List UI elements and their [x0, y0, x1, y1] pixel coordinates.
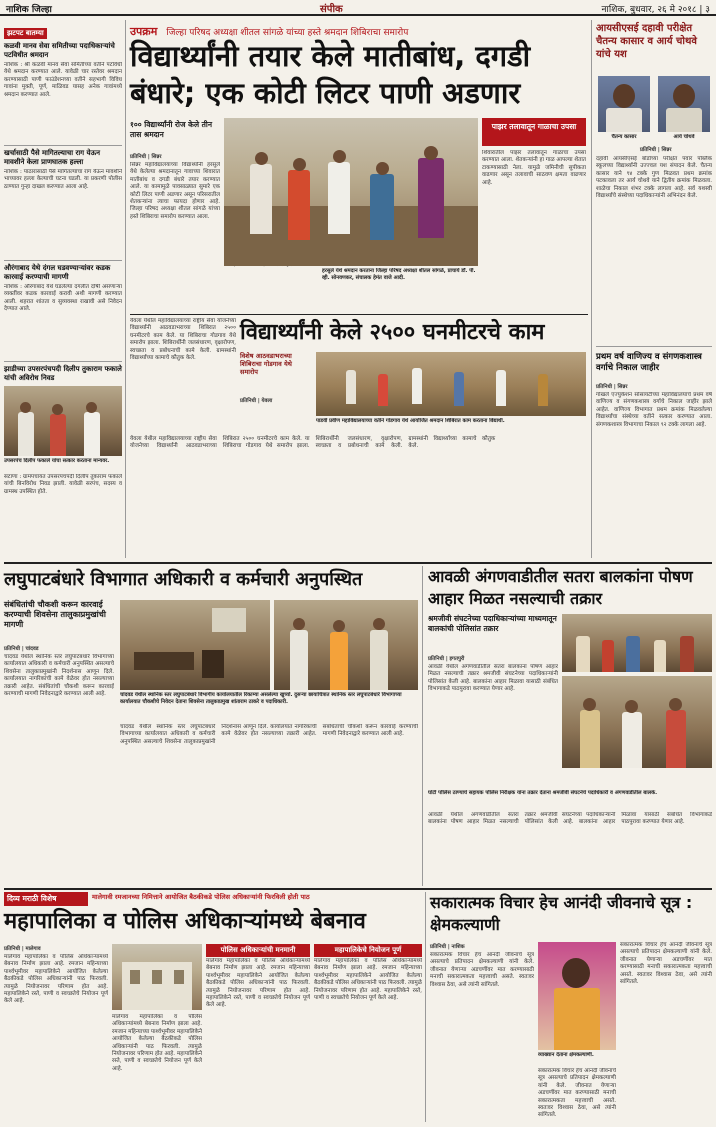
- commerce-headline: प्रथम वर्ष वाणिज्य व संगणकशास्त्र वर्गाचे निकाल जाहीर: [596, 352, 702, 373]
- person-head: [376, 162, 389, 175]
- positive-headline: सकारात्मक विचार हेच आनंदी जीवनाचे सूत्र : क्षेमकल्याणी: [430, 893, 693, 934]
- topper-name-2: आर्य चोथवे: [673, 134, 695, 140]
- laghu-photo-caption: चांदवड येथील स्थानिक स्तर लघुपाटबंधारे विभागीय कार्यालयातील रिकाम्या असलेल्या खुर्च्या. दुसऱ्या छायाचित्रात स्थानिक स्तर लघुपाटबंधारे विभागाच्या कार्यालयात चौकशीचे निवेदन देताना शिवसेना तालुकाप्रमुख शांताराम ठाकरे व पदाधिकारी.: [120, 692, 402, 705]
- positive-body: सकारात्मक विचार हेच आनंदी जीवनाचे सूत्र असल्याचे प्रतिपादन क्षेमकल्याणी यांनी केले. जीवनात येणाऱ्या अडचणींवर मात करण्यासाठी मनाची सकारात्मकता महत्त्वाची असते. स्वतःवर विश्वास ठेवा, असे त्यांनी सांगितले.: [430, 952, 534, 988]
- office-desk: [134, 652, 194, 670]
- lead-kicker: उपक्रम: [130, 25, 158, 38]
- building-window: [152, 970, 162, 984]
- laghu-headline: लघुपाटबंधारे विभागात अधिकारी व कर्मचारी अनुपस्थित: [4, 569, 363, 590]
- person-figure: [346, 370, 356, 404]
- person-head: [20, 402, 31, 413]
- topper-photo-2: [658, 76, 710, 132]
- special-byline: प्रतिनिधी | मालेगाव: [4, 946, 41, 952]
- person-figure: [576, 636, 590, 672]
- anganwadi-photo-2: [562, 676, 712, 768]
- divider: [596, 346, 712, 347]
- person-figure: [370, 174, 394, 240]
- brief-title-3: औरंगाबाद येथे दंगल घडवण्याऱ्यांवर कडक कारवाई करण्याची मागणी: [4, 264, 111, 281]
- laghu-deck: संबंधितांची चौकशी करून कारवाई करण्याची शिवसेना तालुकाप्रमुखांची मागणी: [4, 600, 106, 629]
- person-figure: [328, 162, 350, 234]
- positive-body-2: सकारात्मक विचार हेच आनंदी जीवनाचे सूत्र असल्याचे प्रतिपादन क्षेमकल्याणी यांनी केले. जीवनात येणाऱ्या अडचणींवर मात करण्यासाठी मनाची सकारात्मकता महत्त्वाची असते. स्वतःवर विश्वास ठेवा, असे त्यांनी सांगितले.: [538, 1068, 616, 1119]
- person-head: [583, 698, 596, 711]
- laghu-body: चांदवड येथील स्थानिक स्तर लघुपाटबंधारे विभागाच्या कार्यालयात अधिकारी व कर्मचारी अनुपस्थित असल्याचे शिवसेना तालुकाप्रमुखांनी निदर्शनास आणून दिले. कार्यालयात नागरिकांची कामे वेळेवर होत नसल्याच्या तक्रारी आहेत. संबंधितांची चौकशी करून कारवाई करण्याची मागणी निवेदनाद्वारे करण्यात आली आहे.: [4, 654, 114, 698]
- special-line: मालेगावी रमजानच्या निमित्ताने आयोजित बैठकीकडे पोलिस अधिकाऱ्यांनी फिरविली होती पाठ: [92, 893, 310, 901]
- person-figure: [18, 412, 34, 456]
- laghu-photo-1: [120, 600, 270, 690]
- brief-body-3: नाशिक : औरंगाबाद येथे घडलेल्या दंगलीत दोषी असणाऱ्या व्यक्तींवर कडक कारवाई करावी अशी मागणी करण्यात आली. शहरात शांतता व सुव्यवस्था राखावी असे निवेदन देण्यात आले.: [4, 284, 122, 313]
- second-body: येवला येथील महाविद्यालयाच्या राष्ट्रीय सेवा योजनेच्या विद्यार्थ्यांनी आठवडाभराच्या शिबिरात २५०० घनमीटरचे काम केले. या शिबिराचा गोडगाव येथे समारोप झाला. शिबिरार्थींनी जलसंधारण, वृक्षारोपण, स्वच्छता व प्रबोधनाची कामे केली. ग्रामस्थांनी विद्यार्थ्यांच्या कामाचे कौतुक केले.: [130, 436, 496, 450]
- person-figure: [378, 374, 388, 406]
- person-head: [293, 618, 305, 630]
- special-box-1-body: मालेगाव महापालिका व पोलिस अधिकाऱ्यांमध्ये बेबनाव निर्माण झाला आहे. रमजान महिन्याच्या पार्श्वभूमीवर महापालिकेने आयोजित केलेल्या बैठकीकडे पोलिस अधिकाऱ्यांनी पाठ फिरवली. त्यामुळे नियोजनावर परिणाम होत आहे. महापालिकेने रस्ते, पाणी व स्वच्छतेचे नियोजन पूर्ण केले आहे.: [206, 958, 310, 1009]
- brief-title-1: कळवी मानव सेवा समितीच्या पदाधिकाऱ्यांचे पटविधीत श्रमदान: [4, 42, 115, 59]
- person-head: [673, 84, 695, 108]
- person-head: [52, 404, 63, 415]
- person-figure: [50, 414, 66, 456]
- person-head: [625, 700, 638, 713]
- second-label: विशेष आठवडाभराच्या शिबिराचा गोडगाव येथे समारोप: [240, 352, 292, 376]
- anganwadi-body-cont: आवळी येथील अंगणवाडीतील सतरा बालकांना पोषण आहार मिळत नसल्याची तक्रार श्रमजीवी संघटनेच्या पदाधिकाऱ्यांनी पोलिसांत केली आहे. बालकांना आहार मिळावा यासाठी संबंधित विभागाकडे पाठपुरावा करण्यात येणार आहे.: [428, 812, 712, 826]
- anganwadi-byline: प्रतिनिधी | इगतपुरी: [428, 656, 465, 662]
- lead-deck: १०० विद्यार्थ्यांनी रोज केले तीन तास श्रमदान: [130, 120, 213, 139]
- special-body: मालेगाव महापालिका व पोलिस अधिकाऱ्यांमध्ये बेबनाव निर्माण झाला आहे. रमजान महिन्याच्या पार्श्वभूमीवर महापालिकेने आयोजित केलेल्या बैठकीकडे पोलिस अधिकाऱ्यांनी पाठ फिरवली. त्यामुळे नियोजनावर परिणाम होत आहे. महापालिकेने रस्ते, पाणी व स्वच्छतेचे नियोजन पूर्ण केले आहे.: [4, 954, 108, 1005]
- laghu-body-cont: चांदवड येथील स्थानिक स्तर लघुपाटबंधारे विभागाच्या कार्यालयात अधिकारी व कर्मचारी अनुपस्थित असल्याचे शिवसेना तालुकाप्रमुखांनी निदर्शनास आणून दिले. कार्यालयात नागरिकांची कामे वेळेवर होत नसल्याच्या तक्रारी आहेत. संबंधितांची चौकशी करून कारवाई करण्याची मागणी निवेदनाद्वारे करण्यात आली आहे.: [120, 724, 418, 745]
- anganwadi-body: आवळी येथील अंगणवाडीतील सतरा बालकांना पोषण आहार मिळत नसल्याची तक्रार श्रमजीवी संघटनेच्या पदाधिकाऱ्यांनी पोलिसांत केली आहे. बालकांना आहार मिळावा यासाठी संबंधित विभागाकडे पाठपुरावा करण्यात येणार आहे.: [428, 664, 558, 693]
- section-rule: [4, 888, 712, 890]
- special-body-2: मालेगाव महापालिका व पोलिस अधिकाऱ्यांमध्ये बेबनाव निर्माण झाला आहे. रमजान महिन्याच्या पार्श्वभूमीवर महापालिकेने आयोजित केलेल्या बैठकीकडे पोलिस अधिकाऱ्यांनी पाठ फिरवली. त्यामुळे नियोजनावर परिणाम होत आहे. महापालिकेने रस्ते, पाणी व स्वच्छतेचे नियोजन पूर्ण केले आहे.: [112, 1014, 202, 1072]
- column-rule: [591, 20, 592, 558]
- section-rule: [4, 562, 712, 564]
- positive-photo-caption: व्याख्यान देताना क्षेमकल्याणी.: [538, 1052, 594, 1058]
- lead-byline: प्रतिनिधी | सिन्नर: [130, 154, 162, 160]
- office-window: [212, 608, 246, 632]
- person-figure: [250, 164, 272, 234]
- divider: [4, 145, 122, 146]
- brief-photo: [4, 386, 122, 456]
- person-figure: [666, 710, 686, 768]
- brief-label: झटपट बातम्या: [4, 28, 47, 39]
- column-rule: [425, 892, 426, 1122]
- anganwadi-photo-1: [562, 614, 712, 672]
- person-figure: [622, 712, 642, 768]
- topper-photo-1: [598, 76, 650, 132]
- person-figure: [538, 374, 548, 406]
- laghu-byline: प्रतिनिधी | चांदवड: [4, 646, 39, 652]
- special-box-2-body: मालेगाव महापालिका व पोलिस अधिकाऱ्यांमध्ये बेबनाव निर्माण झाला आहे. रमजान महिन्याच्या पार्श्वभूमीवर महापालिकेने आयोजित केलेल्या बैठकीकडे पोलिस अधिकाऱ्यांनी पाठ फिरवली. त्यामुळे नियोजनावर परिणाम होत आहे. महापालिकेने रस्ते, पाणी व स्वच्छतेचे नियोजन पूर्ण केले आहे.: [314, 958, 422, 1002]
- person-figure: [666, 108, 702, 132]
- person-figure: [554, 988, 600, 1050]
- brief-column: [4, 20, 122, 558]
- person-head: [333, 150, 346, 163]
- special-box-2: महापालिकेचे नियोजन पूर्ण: [314, 944, 422, 957]
- person-figure: [418, 158, 444, 238]
- column-rule: [422, 566, 423, 886]
- anganwadi-headline: आवळी अंगणवाडीतील सतरा बालकांना पोषण आहार मिळत नसल्याची तक्रार: [428, 567, 693, 608]
- brief-body-1: नाशिक : श्री कळवी मानव सेवा समितीच्या वतीने पटविधी येथे श्रमदान करण्यात आले. यावेळी चार रस्तेवर श्रमदान करण्यासाठी पाणी फाउंडेशनच्या वतीने सहभागी विविध गावांना मुक्ती, पूर्ण, माळिवड यासह अनेक गावांमध्ये श्रमदान करण्यात आले.: [4, 62, 122, 98]
- lead-photo: [224, 118, 478, 266]
- positive-byline: प्रतिनिधी | नाशिक: [430, 944, 465, 950]
- special-box-1: पोलिस अधिकाऱ्यांची मनमानी: [206, 944, 310, 957]
- building-window: [130, 970, 140, 984]
- second-body-lead: येवला येथील महाविद्यालयाच्या राष्ट्रीय सेवा योजनेच्या विद्यार्थ्यांनी आठवडाभराच्या शिबिरात २५०० घनमीटरचे काम केले. या शिबिराचा गोडगाव येथे समारोप झाला. शिबिरार्थींनी जलसंधारण, वृक्षारोपण, स्वच्छता व प्रबोधनाची कामे केली. ग्रामस्थांनी विद्यार्थ्यांच्या कामाचे कौतुक केले.: [130, 318, 236, 362]
- second-headline: विद्यार्थ्यांनी केले २५०० घनमीटरचे काम: [240, 320, 545, 345]
- divider: [4, 361, 122, 362]
- person-figure: [680, 636, 694, 672]
- person-figure: [606, 108, 642, 132]
- folio-left: नाशिक जिल्हा: [6, 5, 52, 15]
- lead-kicker-bar: [130, 20, 588, 36]
- special-headline: महापालिका व पोलिस अधिकाऱ्यांमध्ये बेबनाव: [4, 909, 366, 934]
- water-body: शिवारातील पाझर तलावातून गाळाचा उपसा करण्यात आला. शेतकऱ्यांनी हा गाळ आपल्या शेतात टाकण्यासाठी नेला. यामुळे जमिनीची सुपीकता वाढणार असून तलावाची साठवण क्षमता वाढणार आहे.: [482, 150, 586, 186]
- person-figure: [496, 370, 506, 406]
- commerce-byline: प्रतिनिधी | सिन्नर: [596, 384, 628, 390]
- person-figure: [602, 640, 614, 672]
- positive-body-3: सकारात्मक विचार हेच आनंदी जीवनाचे सूत्र असल्याचे प्रतिपादन क्षेमकल्याणी यांनी केले. जीवनात येणाऱ्या अडचणींवर मात करण्यासाठी मनाची सकारात्मकता महत्त्वाची असते. स्वतःवर विश्वास ठेवा, असे त्यांनी सांगितले.: [620, 942, 712, 986]
- lead-headline: विद्यार्थ्यांनी तयार केले मातीबांध, दगडी बंधारे; एक कोटी लिटर पाणी अडणार: [130, 39, 531, 110]
- special-tag: दिव्य मराठी विशेष: [4, 892, 88, 906]
- person-figure: [288, 170, 310, 240]
- toppers-body: दहावी आयसीएसई बोर्डाच्या परीक्षेत पवार पब्लिक स्कूलच्या विद्यार्थ्यांनी उज्ज्वल यश संपादन केले. चैतन्य कासार याने ९४ टक्के गुण मिळवत प्रथम क्रमांक पटकावला तर आर्य चोथवे याने द्वितीय क्रमांक मिळवला. शाळेचा निकाल शंभर टक्के लागला आहे. सर्व यशस्वी विद्यार्थ्यांचे संस्थेच्या पदाधिकाऱ्यांनी अभिनंदन केले.: [596, 156, 712, 200]
- column-rule: [125, 20, 126, 558]
- folio-center: संपीक: [320, 4, 343, 15]
- brief-title-2: खर्चासाठी पैसे मागितल्याचा राग येऊन मावशीने केला प्राणघातक हल्ला: [4, 149, 100, 166]
- toppers-byline: प्रतिनिधी | सिन्नर: [640, 147, 672, 153]
- brief-body-2: नाशिक : पाठारांसाठी पैसे मागितल्याचा राग येऊन मावशीने भाच्यावर हल्ला केल्याची घटना घडली. या प्रकरणी पोलीस ठाण्यात गुन्हा दाखल करण्यात आला आहे.: [4, 169, 122, 190]
- lead-kicker-line: जिल्हा परिषद अध्यक्षा शीतल सांगळे यांच्या हस्ते श्रमदान शिबिराचा समारोप: [166, 28, 409, 38]
- page-folio: [0, 0, 716, 16]
- person-head: [255, 152, 268, 165]
- person-figure: [654, 640, 666, 672]
- building-window: [174, 970, 184, 984]
- person-figure: [580, 710, 600, 768]
- person-figure: [626, 636, 640, 672]
- second-byline: प्रतिनिधी | येवला: [240, 398, 273, 404]
- second-photo-caption: पाडवी प्रवीण महाविद्यालयाच्या वतीने गोडगाव येथे आयोजित श्रमदान शिबिरात काम करताना विद्यार्थी.: [316, 418, 505, 424]
- person-figure: [84, 412, 100, 456]
- person-head: [86, 402, 97, 413]
- person-figure: [370, 630, 388, 690]
- office-chair: [202, 650, 224, 678]
- person-figure: [290, 630, 308, 690]
- person-head: [373, 618, 385, 630]
- lead-photo-caption: हरसुले येथे श्रमदान करताना जिल्हा परिषद अध्यक्षा शीतल सांगळे, प्राचार्य डॉ. पी. व्ही. सोनवणकर, संचालक हेमंत वाजे आदी.: [322, 268, 476, 281]
- brief-photo-caption: उपसरपंच दिलीप फकाले यांचा सत्कार करताना मान्यवर.: [4, 458, 110, 464]
- person-head: [613, 84, 635, 108]
- toppers-headline: आयसीएसई दहावी परीक्षेत चैतन्य कासार व आर्य चोथवे यांचे यश: [596, 23, 697, 60]
- person-head: [669, 698, 682, 711]
- anganwadi-photo-caption: घोटी पोलिस ठाण्याचे सहायक पोलिस निरीक्षक यांना तक्रार देताना श्रमजीवी संघटनेचे पदाधिकारी व अंगणवाडीतील बालके.: [428, 790, 658, 796]
- water-label: पाझर तलावातून गाळाचा उपसा: [482, 118, 586, 146]
- topper-name-1: चैतन्य कासार: [611, 134, 637, 140]
- person-head: [293, 158, 306, 171]
- person-head: [562, 958, 590, 988]
- positive-photo: [538, 942, 616, 1050]
- laghu-photo-2: [274, 600, 418, 690]
- person-figure: [454, 372, 464, 406]
- divider: [130, 314, 588, 315]
- lead-body-1: सिन्नर महाविद्यालयाच्या विद्यार्थ्यांनी हरसुले येथे केलेल्या श्रमदानातून गावाच्या शिवारात मातीबांध व दगडी बंधारे तयार करण्यात आले. या कामामुळे पावसाळ्यात सुमारे एक कोटी लिटर पाणी अडणार असून परिसरातील शेतकऱ्यांना त्याचा फायदा होणार आहे. जिल्हा परिषद अध्यक्षा शीतल सांगळे यांच्या हस्ते शिबिराचा समारोप करण्यात आला.: [130, 162, 220, 220]
- person-head: [333, 620, 345, 632]
- anganwadi-deck: श्रमजीवी संघटनेच्या पदाधिकाऱ्यांच्या माध्यमातून बालकांची पोलिसांत तक्रार: [428, 614, 557, 633]
- person-figure: [412, 368, 422, 404]
- divider: [4, 260, 122, 261]
- commerce-body: गोखले एज्युकेशन सोसायटीच्या महाविद्यालयाचे प्रथम वर्ष वाणिज्य व संगणकशास्त्र वर्गाचे निकाल जाहीर झाले आहेत. वाणिज्य विभागात प्रथम क्रमांक मिळवलेल्या विद्यार्थ्यांचा संस्थेच्या वतीने सत्कार करण्यात आला. संगणकशास्त्र विभागाचा निकाल ९२ टक्के लागला आहे.: [596, 392, 712, 428]
- special-photo: [112, 944, 202, 1010]
- brief-title-4: झाडीच्या उपसरपंचपदी दिलीप तुकाराम फकाले यांची अविरोध निवड: [4, 365, 122, 382]
- person-head: [424, 146, 438, 160]
- person-figure: [330, 632, 348, 690]
- folio-right: नाशिक, बुधवार, २६ मे २०१८ | ३: [601, 5, 710, 15]
- brief-body-4: सटाणा : ग्रामपंचायत उपसरपंचपदी दिलीप तुकाराम फकाले यांची बिनविरोध निवड झाली. यावेळी सरपंच, सदस्य व ग्रामस्थ उपस्थित होते.: [4, 474, 122, 495]
